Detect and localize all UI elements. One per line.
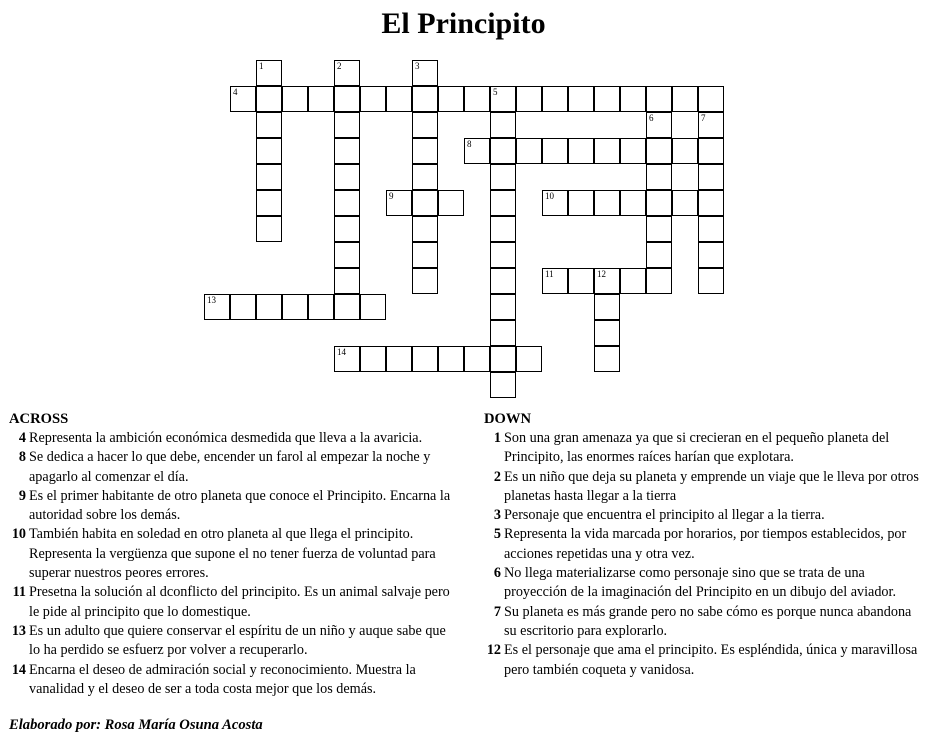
crossword-cell[interactable] [568, 268, 594, 294]
clue-text: Es el personaje que ama el principito. Es espléndida, única y maravillosa pero también coqueta y vanidosa. [504, 642, 918, 678]
crossword-cell[interactable] [542, 138, 568, 164]
crossword-cell[interactable] [490, 138, 516, 164]
crossword-cell[interactable] [646, 268, 672, 294]
cell-number: 5 [493, 87, 498, 97]
crossword-cell[interactable] [386, 346, 412, 372]
across-clues [9, 410, 459, 699]
crossword-cell[interactable] [490, 268, 516, 294]
down-clues [484, 410, 924, 680]
cell-number: 2 [337, 61, 342, 71]
clue-text: Es un adulto que quiere conservar el espíritu de un niño y auque sabe que lo ha perdido se esfuerz por volver a recuperarlo. [29, 622, 446, 659]
crossword-cell[interactable] [256, 86, 282, 112]
clue-number: 10 [11, 526, 26, 543]
clue-text: También habita en soledad en otro planeta al que llega el principito. Representa la vergüenza que supone el no tener fuerza de voluntad para superar nuestros peores errores. [29, 526, 436, 582]
crossword-cell[interactable] [464, 138, 490, 164]
crossword-cell[interactable] [698, 216, 724, 242]
crossword-cell[interactable] [412, 242, 438, 268]
crossword-cell[interactable] [568, 86, 594, 112]
crossword-cell[interactable] [334, 164, 360, 190]
crossword-cell[interactable] [438, 346, 464, 372]
crossword-cell[interactable] [594, 138, 620, 164]
clue-down-7 [484, 603, 924, 642]
crossword-cell[interactable] [672, 138, 698, 164]
clue-across-11 [9, 583, 459, 622]
cell-number: 11 [545, 269, 554, 279]
clue-text: Es un niño que deja su planeta y emprende un viaje que le lleva por otros planetas hasta llegar a la tierra [504, 468, 919, 504]
clue-across-8 [9, 448, 459, 487]
crossword-cell[interactable] [360, 346, 386, 372]
crossword-cell[interactable] [698, 112, 724, 138]
clue-down-5 [484, 525, 924, 564]
clue-number: 14 [11, 661, 26, 678]
crossword-cell[interactable] [646, 242, 672, 268]
crossword-cell[interactable] [464, 86, 490, 112]
clue-text: Son una gran amenaza ya que si crecieran en el pequeño planeta del Principito, las enormes raíces harían que explotara. [504, 430, 890, 466]
clue-down-2 [484, 468, 924, 507]
clue-number: 8 [18, 449, 26, 466]
crossword-cell[interactable] [412, 138, 438, 164]
crossword-cell[interactable] [334, 138, 360, 164]
cell-number: 1 [259, 61, 264, 71]
cell-number: 14 [337, 347, 346, 357]
clue-number: 2 [493, 468, 501, 485]
crossword-cell[interactable] [490, 112, 516, 138]
crossword-cell[interactable] [204, 294, 230, 320]
clue-across-9 [9, 487, 459, 526]
clue-number: 6 [493, 565, 501, 582]
crossword-cell[interactable] [620, 86, 646, 112]
clue-text: Presetna la solución al dconflicto del principito. Es un animal salvaje pero le pide al principito que lo domestique. [29, 584, 450, 620]
crossword-cell[interactable] [594, 294, 620, 320]
crossword-cell[interactable] [256, 294, 282, 320]
crossword-cell[interactable] [542, 268, 568, 294]
cell-number: 4 [233, 87, 238, 97]
crossword-cell[interactable] [386, 86, 412, 112]
crossword-cell[interactable] [542, 190, 568, 216]
crossword-cell[interactable] [334, 86, 360, 112]
crossword-cell[interactable] [620, 268, 646, 294]
crossword-cell[interactable] [698, 138, 724, 164]
crossword-cell[interactable] [516, 86, 542, 112]
crossword-cell[interactable] [360, 86, 386, 112]
crossword-cell[interactable] [386, 190, 412, 216]
crossword-cell[interactable] [412, 190, 438, 216]
crossword-cell[interactable] [490, 190, 516, 216]
crossword-cell[interactable] [282, 294, 308, 320]
clue-number: 12 [486, 642, 501, 659]
cell-number: 13 [207, 295, 216, 305]
crossword-cell[interactable] [490, 346, 516, 372]
cell-number: 6 [649, 113, 654, 123]
clue-text: Su planeta es más grande pero no sabe cómo es porque nunca abandona su escritorio para explorarlo. [504, 603, 912, 639]
crossword-cell[interactable] [594, 190, 620, 216]
crossword-cell[interactable] [490, 320, 516, 346]
crossword-cell[interactable] [646, 86, 672, 112]
crossword-cell[interactable] [282, 86, 308, 112]
crossword-cell[interactable] [334, 242, 360, 268]
clue-number: 1 [493, 430, 501, 446]
clue-number: 13 [11, 622, 26, 639]
crossword-cell[interactable] [542, 86, 568, 112]
crossword-cell[interactable] [568, 138, 594, 164]
crossword-cell[interactable] [646, 190, 672, 216]
crossword-cell[interactable] [646, 138, 672, 164]
crossword-cell[interactable] [256, 112, 282, 138]
crossword-cell[interactable] [256, 216, 282, 242]
crossword-cell[interactable] [490, 242, 516, 268]
crossword-cell[interactable] [334, 60, 360, 86]
crossword-cell[interactable] [620, 190, 646, 216]
crossword-cell[interactable] [334, 190, 360, 216]
clue-down-12 [484, 641, 924, 680]
cell-number: 12 [597, 269, 606, 279]
cell-number: 10 [545, 191, 554, 201]
crossword-cell[interactable] [698, 190, 724, 216]
crossword-cell[interactable] [620, 138, 646, 164]
clue-number: 3 [493, 507, 501, 524]
clue-text: Representa la ambición económica desmedida que lleva a la avaricia. [29, 430, 423, 446]
crossword-cell[interactable] [412, 164, 438, 190]
crossword-cell[interactable] [464, 346, 490, 372]
clue-number: 7 [493, 603, 501, 620]
crossword-cell[interactable] [568, 190, 594, 216]
crossword-cell[interactable] [594, 320, 620, 346]
crossword-cell[interactable] [698, 242, 724, 268]
crossword-cell[interactable] [256, 138, 282, 164]
crossword-cell[interactable] [256, 164, 282, 190]
crossword-cell[interactable] [516, 346, 542, 372]
clue-across-10 [9, 525, 459, 583]
author-credit: Elaborado por: Rosa María Osuna Acosta [9, 717, 263, 733]
cell-number: 3 [415, 61, 420, 71]
cell-number: 9 [389, 191, 394, 201]
crossword-cell[interactable] [438, 86, 464, 112]
crossword-cell[interactable] [490, 216, 516, 242]
crossword-cell[interactable] [256, 190, 282, 216]
cell-number: 7 [701, 113, 706, 123]
crossword-cell[interactable] [646, 216, 672, 242]
crossword-cell[interactable] [334, 216, 360, 242]
clue-down-1 [484, 429, 924, 468]
clue-number: 5 [493, 526, 501, 543]
crossword-cell[interactable] [698, 86, 724, 112]
crossword-cell[interactable] [672, 190, 698, 216]
crossword-cell[interactable] [334, 294, 360, 320]
crossword-cell[interactable] [438, 190, 464, 216]
clue-text: No llega materializarse como personaje sino que se trata de una proyección de la imaginación del Principito en un dibujo del aviador. [504, 565, 897, 601]
clue-across-14 [9, 661, 459, 700]
crossword-cell[interactable] [594, 346, 620, 372]
clue-down-3 [484, 506, 924, 525]
crossword-cell[interactable] [646, 164, 672, 190]
crossword-cell[interactable] [490, 372, 516, 398]
crossword-cell[interactable] [490, 86, 516, 112]
crossword-cell[interactable] [230, 294, 256, 320]
clue-text: Representa la vida marcada por horarios, por tiempos establecidos, por acciones repetidas una y otra vez. [504, 526, 907, 562]
crossword-cell[interactable] [490, 164, 516, 190]
clue-text: Encarna el deseo de admiración social y reconocimiento. Muestra la vanalidad y el deseo de ser a toda costa mejor que los demás. [29, 661, 416, 697]
clue-text: Se dedica a hacer lo que debe, encender un farol al empezar la noche y apagarlo al comenzar el día. [29, 449, 431, 485]
clue-across-13 [9, 622, 459, 661]
clue-text: Es el primer habitante de otro planeta que conoce el Principito. Encarna la autoridad sobre los demás. [29, 487, 451, 524]
crossword-cell[interactable] [334, 112, 360, 138]
crossword-cell[interactable] [412, 60, 438, 86]
crossword-cell[interactable] [516, 138, 542, 164]
clue-text: Personaje que encuentra el principito al llegar a la tierra. [504, 507, 825, 524]
across-heading: ACROSS [9, 411, 69, 427]
down-heading: DOWN [484, 411, 532, 427]
crossword-cell[interactable] [412, 216, 438, 242]
crossword-cell[interactable] [360, 294, 386, 320]
clue-across-4 [9, 429, 459, 448]
crossword-cell[interactable] [698, 164, 724, 190]
crossword-cell[interactable] [412, 86, 438, 112]
crossword-cell[interactable] [490, 294, 516, 320]
clue-down-6 [484, 564, 924, 603]
crossword-cell[interactable] [698, 268, 724, 294]
crossword-cell[interactable] [646, 112, 672, 138]
crossword-cell[interactable] [594, 268, 620, 294]
crossword-cell[interactable] [230, 86, 256, 112]
crossword-cell[interactable] [334, 346, 360, 372]
crossword-cell[interactable] [256, 60, 282, 86]
clue-number: 11 [12, 584, 26, 601]
crossword-cell[interactable] [412, 112, 438, 138]
crossword-cell[interactable] [672, 86, 698, 112]
crossword-cell[interactable] [594, 86, 620, 112]
page-title: El Principito [381, 7, 546, 40]
crossword-cell[interactable] [308, 86, 334, 112]
crossword-cell[interactable] [334, 268, 360, 294]
crossword-cell[interactable] [412, 346, 438, 372]
cell-number: 8 [467, 139, 472, 149]
crossword-cell[interactable] [412, 268, 438, 294]
clue-number: 4 [18, 430, 26, 446]
crossword-cell[interactable] [308, 294, 334, 320]
clue-number: 9 [18, 487, 26, 504]
